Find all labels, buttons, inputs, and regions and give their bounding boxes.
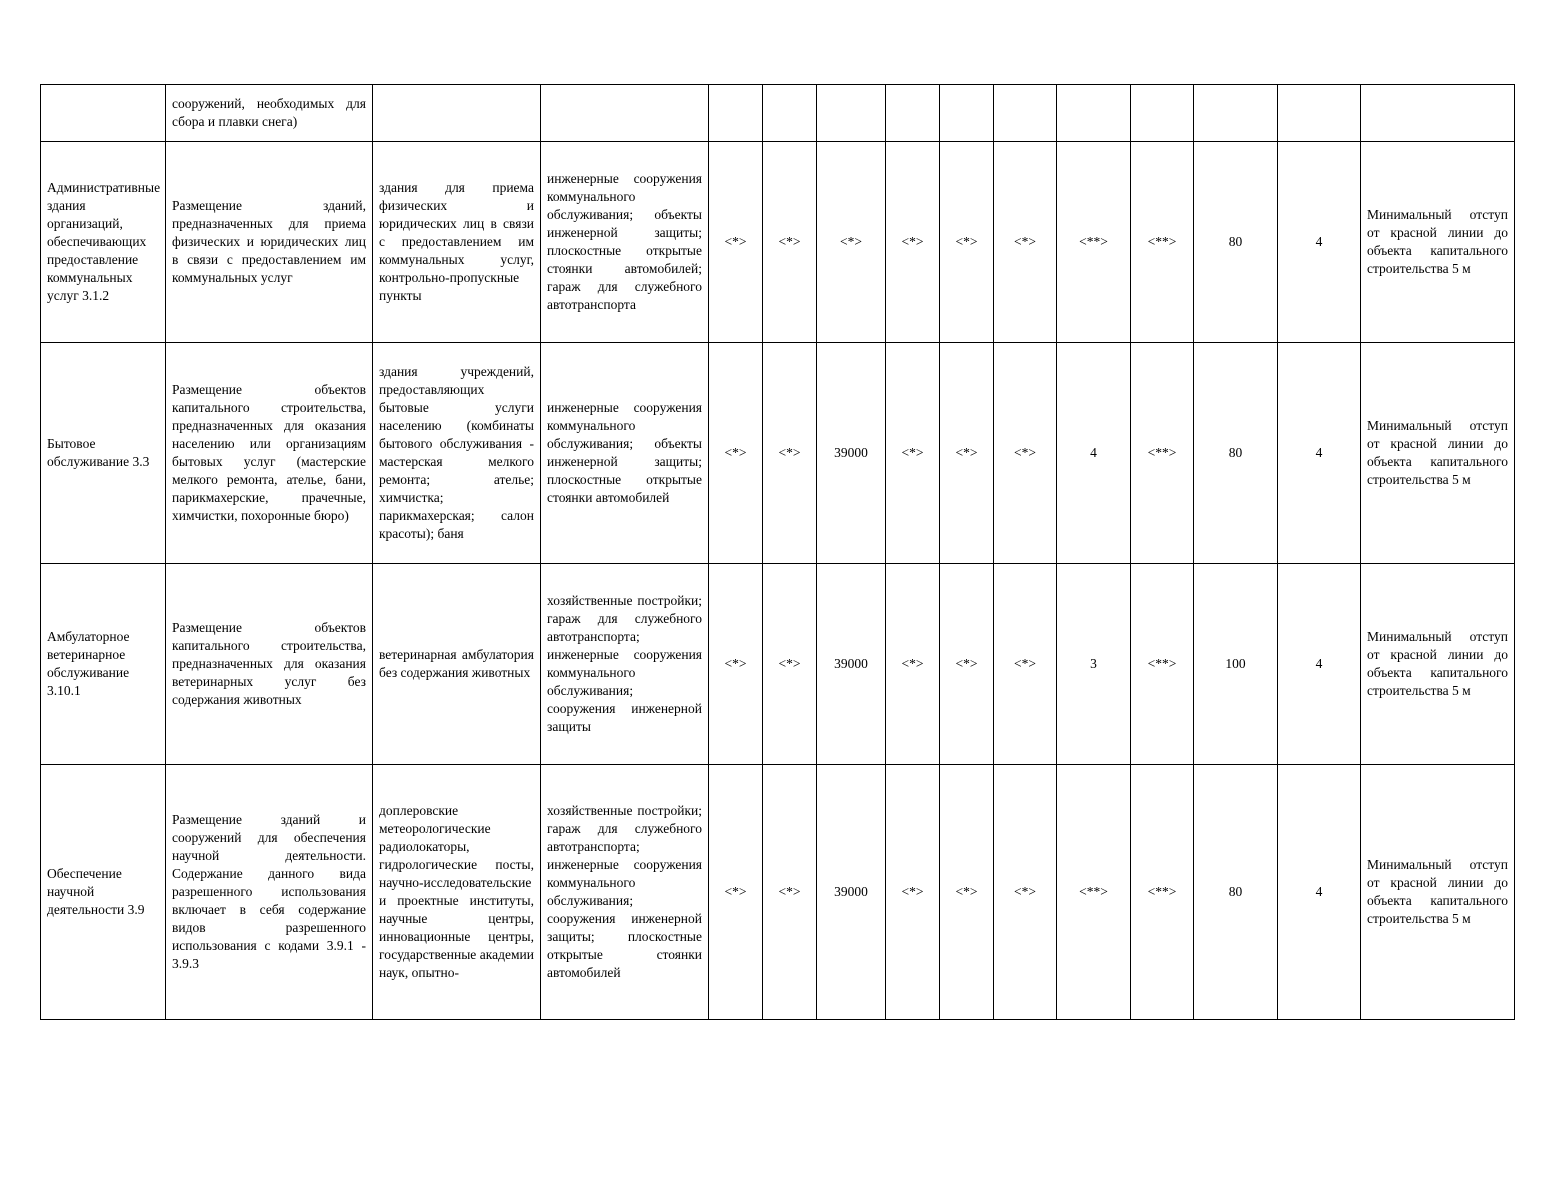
param-cell — [1131, 85, 1194, 142]
param-cell: 100 — [1194, 564, 1278, 765]
param-cell: <**> — [1057, 765, 1131, 1020]
param-cell: <**> — [1131, 765, 1194, 1020]
param-cell: <*> — [940, 564, 994, 765]
table-row — [41, 564, 1515, 765]
param-cell: <*> — [940, 343, 994, 564]
note-cell: Минимальный отступ от красной линии до объекта капитального строительства 5 м — [1361, 343, 1515, 564]
land-use-regulations-table — [40, 84, 1515, 1020]
param-cell: <*> — [763, 142, 817, 343]
use-type-name: Обеспечение научной деятельности 3.9 — [41, 765, 166, 1020]
param-cell — [886, 85, 940, 142]
auxiliary-objects: инженерные сооружения коммунального обслуживания; объекты инженерной защиты; плоскостные открытые стоянки автомобилей — [541, 343, 709, 564]
use-type-name: Административные здания организаций, обеспечивающих предоставление коммунальных услуг 3.1.2 — [41, 142, 166, 343]
param-cell: <*> — [994, 765, 1057, 1020]
param-cell: 80 — [1194, 343, 1278, 564]
main-objects: доплеровские метеорологические радиолокаторы, гидрологические посты, научно-исследовательские и проектные институты, научные центры, инновационные центры, государственные академии наук, опытно- — [373, 765, 541, 1020]
table-row — [41, 85, 1515, 142]
main-objects: здания для приема физических и юридических лиц в связи с предоставлением им коммунальных услуг, контрольно-пропускные пункты — [373, 142, 541, 343]
use-type-description: Размещение объектов капитального строительства, предназначенных для оказания населению или организациям бытовых услуг (мастерские мелкого ремонта, ателье, бани, парикмахерские, прачечные, химчистки, похоронные бюро) — [166, 343, 373, 564]
param-cell: 80 — [1194, 142, 1278, 343]
param-cell: 4 — [1278, 142, 1361, 343]
note-cell: Минимальный отступ от красной линии до объекта капитального строительства 5 м — [1361, 564, 1515, 765]
param-cell: 39000 — [817, 765, 886, 1020]
main-objects: здания учреждений, предоставляющих бытовые услуги населению (комбинаты бытового обслуживания - мастерская мелкого ремонта; ателье; химчистка; парикмахерская; салон красоты); баня — [373, 343, 541, 564]
param-cell: <*> — [994, 564, 1057, 765]
param-cell: 4 — [1278, 765, 1361, 1020]
param-cell: <*> — [709, 343, 763, 564]
param-cell: 4 — [1278, 343, 1361, 564]
param-cell: <*> — [763, 765, 817, 1020]
auxiliary-objects — [541, 85, 709, 142]
param-cell — [940, 85, 994, 142]
param-cell: <**> — [1057, 142, 1131, 343]
param-cell: <*> — [763, 343, 817, 564]
param-cell — [817, 85, 886, 142]
param-cell: 3 — [1057, 564, 1131, 765]
param-cell: <*> — [709, 765, 763, 1020]
param-cell: 4 — [1278, 564, 1361, 765]
param-cell: 39000 — [817, 343, 886, 564]
param-cell: <*> — [940, 142, 994, 343]
main-objects: ветеринарная амбулатория без содержания животных — [373, 564, 541, 765]
param-cell: <*> — [886, 765, 940, 1020]
param-cell: <*> — [817, 142, 886, 343]
param-cell: <*> — [994, 142, 1057, 343]
param-cell — [763, 85, 817, 142]
auxiliary-objects: хозяйственные постройки; гараж для служебного автотранспорта; инженерные сооружения коммунального обслуживания; сооружения инженерной защиты — [541, 564, 709, 765]
note-cell: Минимальный отступ от красной линии до объекта капитального строительства 5 м — [1361, 765, 1515, 1020]
use-type-name: Амбулаторное ветеринарное обслуживание 3.10.1 — [41, 564, 166, 765]
param-cell: <*> — [886, 343, 940, 564]
param-cell: <**> — [1131, 343, 1194, 564]
param-cell — [1278, 85, 1361, 142]
param-cell: <*> — [763, 564, 817, 765]
use-type-description: Размещение зданий и сооружений для обеспечения научной деятельности. Содержание данного вида разрешенного использования включает в себя содержание видов разрешенного использования с кодами 3.9.1 - 3.9.3 — [166, 765, 373, 1020]
note-cell: Минимальный отступ от красной линии до объекта капитального строительства 5 м — [1361, 142, 1515, 343]
table-row — [41, 343, 1515, 564]
use-type-name: Бытовое обслуживание 3.3 — [41, 343, 166, 564]
use-type-description: сооружений, необходимых для сбора и плавки снега) — [166, 85, 373, 142]
param-cell — [709, 85, 763, 142]
param-cell: 80 — [1194, 765, 1278, 1020]
param-cell: <**> — [1131, 142, 1194, 343]
param-cell — [994, 85, 1057, 142]
param-cell: 4 — [1057, 343, 1131, 564]
use-type-name — [41, 85, 166, 142]
auxiliary-objects: инженерные сооружения коммунального обслуживания; объекты инженерной защиты; плоскостные открытые стоянки автомобилей; гараж для служебного автотранспорта — [541, 142, 709, 343]
param-cell: 39000 — [817, 564, 886, 765]
table-row — [41, 142, 1515, 343]
param-cell: <*> — [994, 343, 1057, 564]
note-cell — [1361, 85, 1515, 142]
param-cell — [1057, 85, 1131, 142]
param-cell: <*> — [886, 564, 940, 765]
param-cell: <*> — [709, 564, 763, 765]
param-cell: <*> — [886, 142, 940, 343]
param-cell: <**> — [1131, 564, 1194, 765]
table-row — [41, 765, 1515, 1020]
use-type-description: Размещение объектов капитального строительства, предназначенных для оказания ветеринарных услуг без содержания животных — [166, 564, 373, 765]
use-type-description: Размещение зданий, предназначенных для приема физических и юридических лиц в связи с предоставлением им коммунальных услуг — [166, 142, 373, 343]
param-cell: <*> — [709, 142, 763, 343]
main-objects — [373, 85, 541, 142]
param-cell — [1194, 85, 1278, 142]
auxiliary-objects: хозяйственные постройки; гараж для служебного автотранспорта; инженерные сооружения коммунального обслуживания; сооружения инженерной защиты; плоскостные открытые стоянки автомобилей — [541, 765, 709, 1020]
param-cell: <*> — [940, 765, 994, 1020]
